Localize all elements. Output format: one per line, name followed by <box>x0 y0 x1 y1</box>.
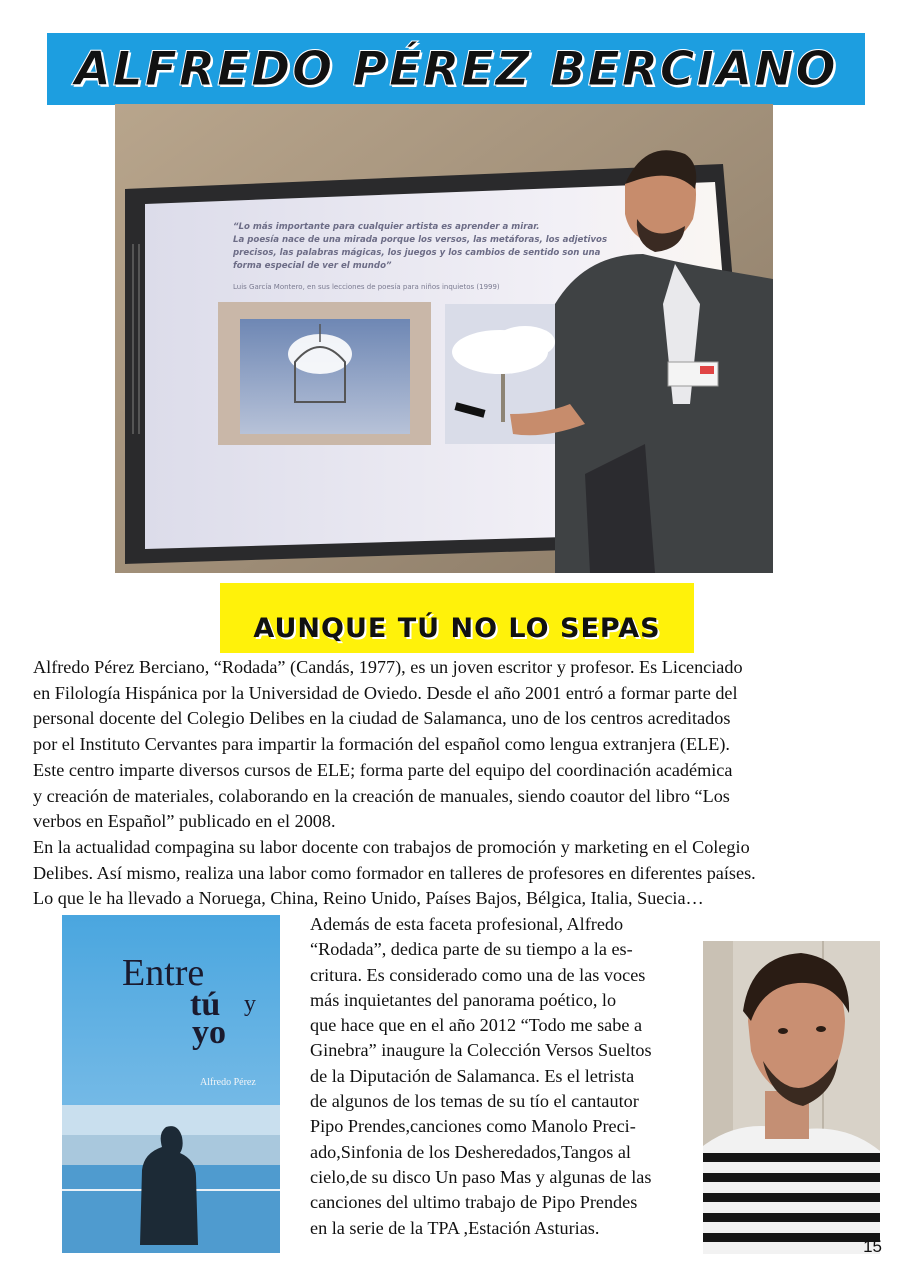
slide-citation: Luis García Montero, en sus lecciones de poesía para niños inquietos (1999) <box>233 283 500 291</box>
author-portrait <box>703 941 880 1254</box>
page-number: 15 <box>863 1237 882 1256</box>
slide-quote-line: La poesía nace de una mirada porque los versos, las metáforas, los adjetivos <box>233 235 608 245</box>
text-line: Este centro imparte diversos cursos de ELE; forma parte del equipo del coordinación académica <box>33 759 733 780</box>
text-line: de algunos de los temas de su tío el cantautor <box>310 1091 639 1112</box>
text-line: más inquietantes del panorama poético, lo <box>310 989 617 1010</box>
slide-quote-line: “Lo más importante para cualquier artista es aprender a mirar. <box>233 222 540 232</box>
title-banner <box>47 33 865 105</box>
text-line: verbos en Español” publicado en el 2008. <box>33 811 336 832</box>
text-line: en Filología Hispánica por la Universidad de Oviedo. Desde el año 2001 entró a formar parte del <box>33 682 738 703</box>
text-line: cielo,de su disco Un paso Mas y algunas de las <box>310 1166 652 1187</box>
text-line: canciones del ultimo trabajo de Pipo Prendes <box>310 1192 638 1213</box>
text-line: por el Instituto Cervantes para impartir la formación del español como lengua extranjera (ELE). <box>33 734 730 755</box>
intro-paragraph <box>33 655 883 912</box>
text-line: en la serie de la TPA ,Estación Asturias. <box>310 1217 600 1238</box>
book-title-word: y <box>244 991 256 1017</box>
text-line: que hace que en el año 2012 “Todo me sabe a <box>310 1015 643 1036</box>
text-line: Ginebra” inaugure la Colección Versos Sueltos <box>310 1040 652 1061</box>
book-title-word: yo <box>192 1014 226 1051</box>
body-paragraph <box>310 912 710 1241</box>
text-line: En la actualidad compagina su labor docente con trabajos de promoción y marketing en el Colegio <box>33 836 750 857</box>
text-line: Delibes. Así mismo, realiza una labor como formador en talleres de profesores en diferentes países. <box>33 862 756 883</box>
slide-quote-line: forma especial de ver el mundo” <box>233 261 392 271</box>
text-line: Además de esta faceta profesional, Alfredo <box>310 914 624 934</box>
text-line: ado,Sinfonia de los Desheredados,Tangos al <box>310 1141 631 1162</box>
subtitle: AUNQUE TÚ NO LO SEPAS <box>253 612 661 644</box>
text-line: Alfredo Pérez Berciano, “Rodada” (Candás, 1977), es un joven escritor y profesor. Es Licenciado <box>33 657 743 677</box>
presentation-photo <box>115 104 773 573</box>
text-line: Lo que le ha llevado a Noruega, China, Reino Unido, Países Bajos, Bélgica, Italia, Suecia… <box>33 888 704 909</box>
book-title-word: Entre <box>122 952 205 994</box>
text-line: Pipo Prendes,canciones como Manolo Preci- <box>310 1116 636 1137</box>
page-title: ALFREDO PÉREZ BERCIANO <box>74 41 838 97</box>
book-cover <box>62 915 280 1253</box>
slide-quote-line: precisos, las palabras mágicas, los juegos y los cambios de sentido son una <box>233 248 601 258</box>
text-line: critura. Es considerado como una de las voces <box>310 964 646 985</box>
subtitle-box <box>220 583 694 653</box>
book-title-word: tú <box>190 986 221 1023</box>
text-line: personal docente del Colegio Delibes en la ciudad de Salamanca, uno de los centros acreditados <box>33 708 731 729</box>
text-line: y creación de materiales, colaborando en la creación de manuales, siendo coautor del libro “Los <box>33 785 730 806</box>
text-line: “Rodada”, dedica parte de su tiempo a la es- <box>310 939 633 960</box>
book-author: Alfredo Pérez <box>200 1077 256 1088</box>
text-line: de la Diputación de Salamanca. Es el letrista <box>310 1065 635 1086</box>
